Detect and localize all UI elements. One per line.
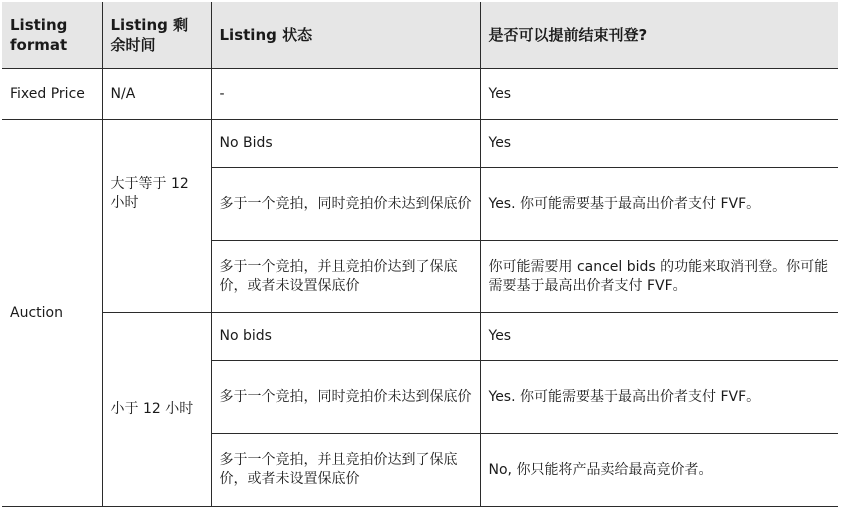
- cell-answer: No, 你只能将产品卖给最高竞价者。: [480, 434, 838, 507]
- header-listing-status: Listing 状态: [211, 2, 480, 69]
- cell-time: 小于 12 小时: [102, 313, 211, 507]
- table-row: [2, 313, 838, 361]
- header-time-remaining: Listing 剩余时间: [102, 2, 211, 69]
- cell-format: Fixed Price: [2, 69, 102, 120]
- cell-answer: Yes. 你可能需要基于最高出价者支付 FVF。: [480, 361, 838, 434]
- header-can-end-early: 是否可以提前结束刊登?: [480, 2, 838, 69]
- cell-answer: Yes: [480, 69, 838, 120]
- cell-answer: Yes: [480, 313, 838, 361]
- cell-status: 多于一个竞拍，同时竞拍价未达到保底价: [211, 361, 480, 434]
- listing-end-rules-table: [2, 2, 838, 507]
- cell-status: 多于一个竞拍，同时竞拍价未达到保底价: [211, 168, 480, 241]
- cell-status: No Bids: [211, 120, 480, 168]
- cell-status: -: [211, 69, 480, 120]
- cell-time: 大于等于 12 小时: [102, 120, 211, 313]
- cell-answer: Yes: [480, 120, 838, 168]
- table-row: [2, 69, 838, 120]
- cell-status: 多于一个竞拍，并且竞拍价达到了保底价，或者未设置保底价: [211, 241, 480, 313]
- cell-answer: 你可能需要用 cancel bids 的功能来取消刊登。你可能需要基于最高出价者支付 FVF。: [480, 241, 838, 313]
- cell-answer: Yes. 你可能需要基于最高出价者支付 FVF。: [480, 168, 838, 241]
- cell-status: 多于一个竞拍，并且竞拍价达到了保底价，或者未设置保底价: [211, 434, 480, 507]
- cell-status: No bids: [211, 313, 480, 361]
- listing-table-container: [2, 2, 838, 507]
- header-listing-format: Listing format: [2, 2, 102, 69]
- cell-time: N/A: [102, 69, 211, 120]
- table-row: [2, 120, 838, 168]
- table-header-row: [2, 2, 838, 69]
- cell-format: Auction: [2, 120, 102, 507]
